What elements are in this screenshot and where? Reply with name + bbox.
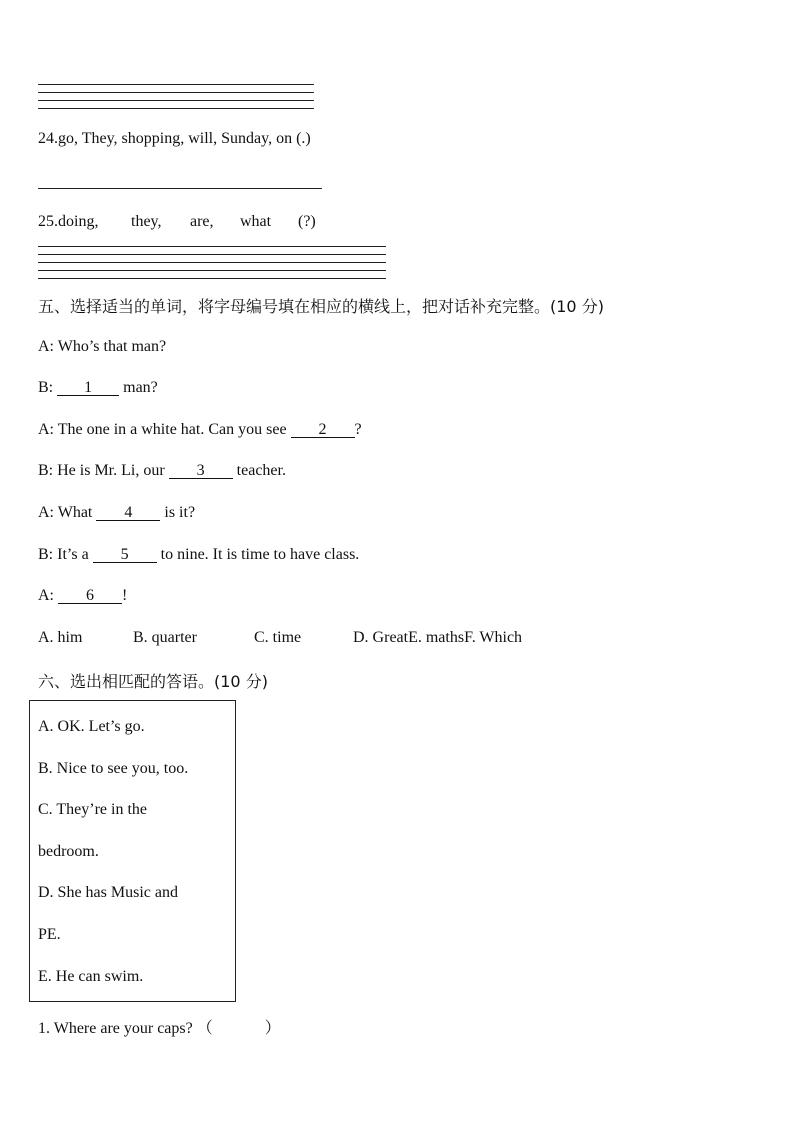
- answer-line[interactable]: [38, 188, 322, 189]
- dialogue-line-6: B: It’s a 5 to nine. It is time to have class.: [38, 546, 360, 563]
- blank-3[interactable]: 3: [169, 463, 233, 479]
- answer-c-cont: bedroom.: [38, 843, 99, 860]
- blank-6[interactable]: 6: [58, 588, 122, 604]
- answer-c: C. They’re in the: [38, 801, 148, 818]
- blank-5[interactable]: 5: [93, 547, 157, 563]
- option-b: B. quarter: [133, 629, 197, 646]
- answer-paren[interactable]: （ ）: [196, 1020, 281, 1037]
- q25-word: are,: [190, 213, 214, 230]
- option-a: A. him: [38, 629, 83, 646]
- blank-4[interactable]: 4: [96, 505, 160, 521]
- dialogue-line-4: B: He is Mr. Li, our 3 teacher.: [38, 462, 286, 479]
- q25-word: they,: [131, 213, 162, 230]
- question-1: 1. Where are your caps? （ ）: [38, 1020, 281, 1037]
- q25-word: 25.doing,: [38, 213, 99, 230]
- blank-2[interactable]: 2: [291, 422, 355, 438]
- question-24: 24.go, They, shopping, will, Sunday, on (.): [38, 130, 311, 147]
- answer-line[interactable]: [38, 246, 386, 247]
- dialogue-line-1: A: Who’s that man?: [38, 338, 167, 355]
- option-d-e-f: D. GreatE. mathsF. Which: [353, 629, 523, 646]
- answer-b: B. Nice to see you, too.: [38, 760, 189, 777]
- answer-line: [38, 92, 314, 93]
- dialogue-line-3: A: The one in a white hat. Can you see 2 ?: [38, 421, 362, 438]
- answer-box: [29, 700, 236, 1002]
- answer-a: A. OK. Let’s go.: [38, 718, 145, 735]
- section-6-heading: 六、选出相匹配的答语。(10 分): [38, 672, 268, 691]
- answer-line: [38, 84, 314, 85]
- dialogue-line-5: A: What 4 is it?: [38, 504, 196, 521]
- answer-line[interactable]: [38, 270, 386, 271]
- answer-line[interactable]: [38, 262, 386, 263]
- q25-word: what: [240, 213, 272, 230]
- section-5-heading: 五、选择适当的单词，将字母编号填在相应的横线上，把对话补充完整。(10 分): [38, 297, 604, 316]
- q25-word: (?): [298, 213, 316, 230]
- answer-line: [38, 108, 314, 109]
- dialogue-line-7: A: 6 !: [38, 587, 128, 604]
- answer-d-cont: PE.: [38, 926, 61, 943]
- dialogue-line-2: B: 1 man?: [38, 379, 158, 396]
- answer-line[interactable]: [38, 254, 386, 255]
- blank-1[interactable]: 1: [57, 380, 119, 396]
- answer-line: [38, 100, 314, 101]
- answer-e: E. He can swim.: [38, 968, 144, 985]
- answer-d: D. She has Music and: [38, 884, 178, 901]
- option-c: C. time: [254, 629, 302, 646]
- answer-line[interactable]: [38, 278, 386, 279]
